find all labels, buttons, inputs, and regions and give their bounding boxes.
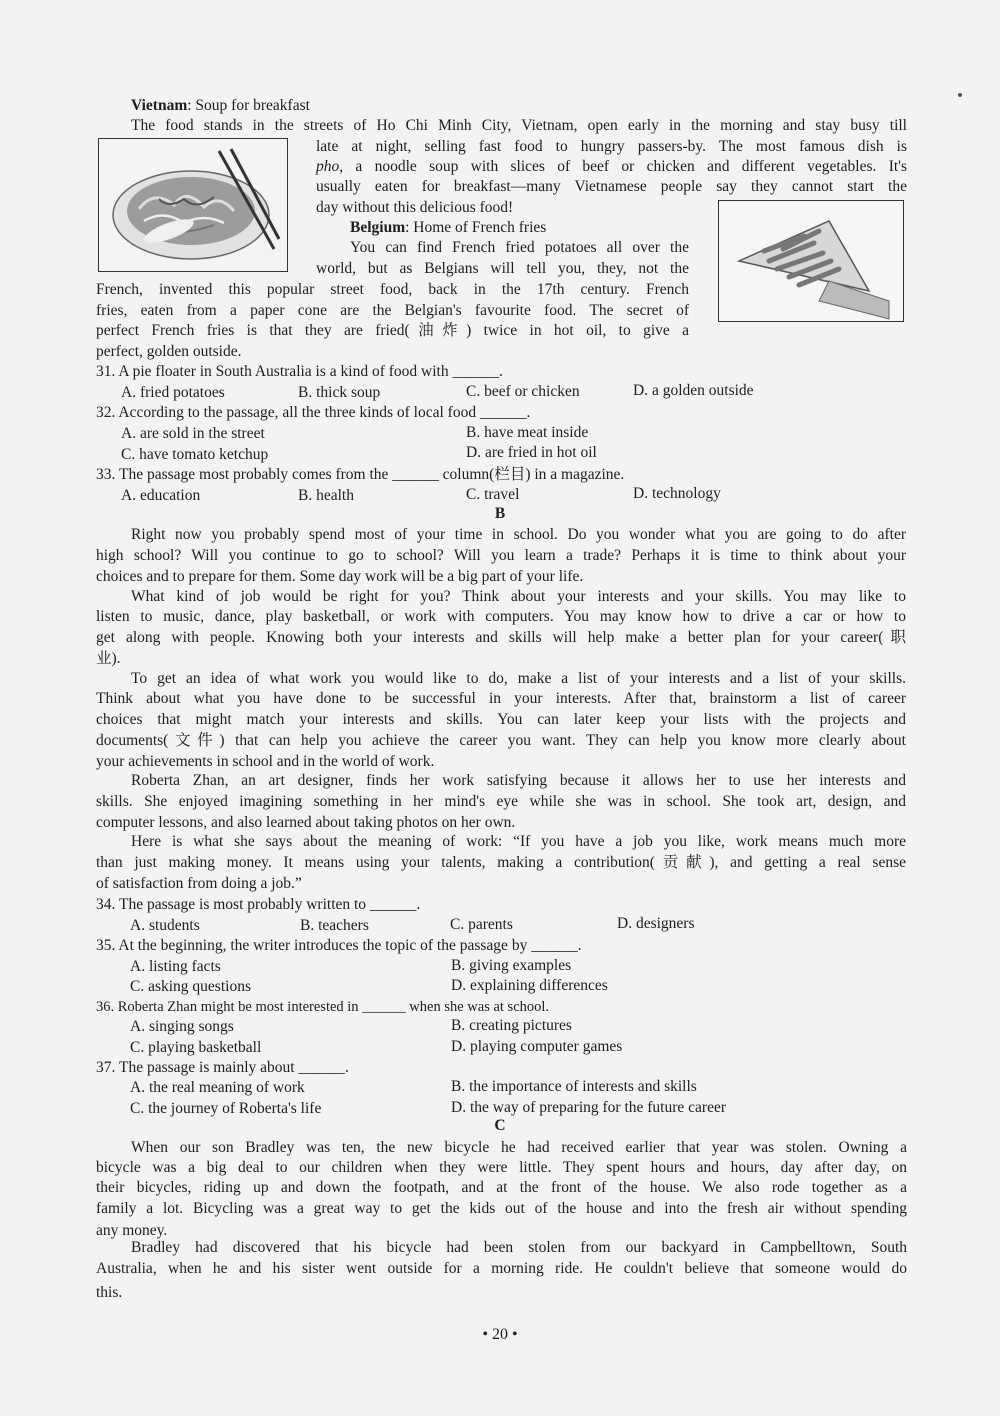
belgium-heading-rest: : Home of French fries [405,219,547,236]
vietnam-line-4: usually eaten for breakfast—many Vietnamese people say they cannot start the [316,178,907,195]
section-c-label: C [494,1117,506,1134]
q32-option-d: D. are fried in hot oil [466,444,597,461]
b-p2-line-4: 业). [96,650,121,667]
b-p3-line-5: your achievements in school and in the world of work. [96,753,435,770]
q37-option-a: A. the real meaning of work [130,1079,305,1096]
question-33-stem: 33. The passage most probably comes from the ______ column(栏目) in a magazine. [96,466,625,483]
q31-option-b: B. thick soup [298,384,381,401]
question-34-stem: 34. The passage is most probably written to ______. [96,896,421,913]
b-p4-line-2: skills. She enjoyed imagining something in her mind's eye while she was in school. She took art, design, and [96,793,906,810]
q37-option-c: C. the journey of Roberta's life [130,1100,322,1117]
b-p1-line-3: choices and to prepare for them. Some day work will be a big part of your life. [96,568,584,585]
question-31-stem: 31. A pie floater in South Australia is a kind of food with ______. [96,363,503,380]
french-fries-icon [719,201,903,321]
q34-option-b: B. teachers [300,917,369,934]
c-p2-line-3: this. [96,1284,123,1301]
q33-option-c: C. travel [466,486,520,503]
b-p2-line-2: listen to music, dance, play basketball, or work with computers. You may know how to drive a car or how to [96,608,906,625]
section-b-label: B [494,505,506,522]
c-p2-line-2: Australia, when he and his sister went outside for a morning ride. He couldn't believe that someone would do [96,1260,907,1277]
b-p4-line-1: Roberta Zhan, an art designer, finds her work satisfying because it allows her to use her interests and [131,772,906,789]
b-p5-line-2: than just making money. It means using your talents, making a contribution(贡献), and getting a real sense [96,854,906,871]
vietnam-line-3 [316,157,907,178]
b-p5-line-3: of satisfaction from doing a job.” [96,875,302,892]
belgium-line-2: world, but as Belgians will tell you, they, not the [316,260,689,277]
q31-option-c: C. beef or chicken [466,383,580,400]
noodle-soup-icon [99,139,287,271]
b-p3-line-4: documents(文件) that can help you achieve the career you want. They can help you know more clearly about [96,732,906,749]
c-p1-line-4: family a lot. Bicycling was a great way to get the kids out of the house and into the fresh air without spending [96,1200,907,1217]
q34-option-d: D. designers [617,915,695,932]
vietnam-heading-rest: : Soup for breakfast [187,97,310,114]
pho-soup-photo [98,138,288,272]
q36-option-a: A. singing songs [130,1018,234,1035]
q35-option-d: D. explaining differences [451,977,608,994]
belgium-line-3: French, invented this popular street food, back in the 17th century. French [96,281,689,298]
scan-speck [958,93,962,97]
c-p2-line-1: Bradley had discovered that his bicycle had been stolen from our backyard in Campbelltown, South [131,1239,907,1256]
q34-option-c: C. parents [450,916,513,933]
vietnam-line-1: The food stands in the streets of Ho Chi Minh City, Vietnam, open early in the morning and stay busy till [131,117,907,134]
page-number: • 20 • [482,1326,518,1343]
q36-option-c: C. playing basketball [130,1039,262,1056]
pho-word: pho [316,158,340,175]
q32-option-b: B. have meat inside [466,424,589,441]
b-p5-line-1: Here is what she says about the meaning of work: “If you have a job you like, work means much more [131,833,906,850]
q31-option-a: A. fried potatoes [121,384,225,401]
q32-option-c: C. have tomato ketchup [121,446,269,463]
b-p2-line-1: What kind of job would be right for you? Think about your interests and your skills. You may like to [131,588,906,605]
b-p1-line-1: Right now you probably spend most of your time in school. Do you wonder what you are going to do after [131,526,906,543]
belgium-line-5: perfect French fries is that they are fried(油炸) twice in hot oil, to give a [96,322,689,339]
vietnam-line-2: late at night, selling fast food to hungry passers-by. The most famous dish is [316,138,907,155]
vietnam-heading-bold: Vietnam [131,97,188,114]
french-fries-photo [718,200,904,322]
q36-option-d: D. playing computer games [451,1038,623,1055]
q33-option-b: B. health [298,487,354,504]
b-p3-line-3: choices that might match your interests and skills. You can later keep your lists with the projects and [96,711,906,728]
b-p3-line-1: To get an idea of what work you would like to do, make a list of your interests and a list of your skills. [131,670,906,687]
q32-option-a: A. are sold in the street [121,425,265,442]
q33-option-a: A. education [121,487,201,504]
b-p3-line-2: Think about what you have done to be successful in your interests. After that, brainstorm a list of career [96,690,906,707]
b-p1-line-2: high school? Will you continue to go to school? Will you learn a trade? Perhaps it is time to think about your [96,547,906,564]
c-p1-line-1: When our son Bradley was ten, the new bicycle he had received earlier that year was stolen. Owning a [131,1139,907,1156]
c-p1-line-2: bicycle was a big deal to our children when they were little. They spent hours and hours, day after day, on [96,1159,907,1176]
c-p1-line-5: any money. [96,1222,168,1239]
b-p4-line-3: computer lessons, and also learned about taking photos on her own. [96,814,516,831]
q37-option-d: D. the way of preparing for the future career [451,1099,726,1116]
q37-option-b: B. the importance of interests and skills [451,1078,697,1095]
question-32-stem: 32. According to the passage, all the three kinds of local food ______. [96,404,531,421]
belgium-heading [350,218,546,238]
c-p1-line-3: their bicycles, riding up and down the footpath, and at the front of the house. We also rode together as a [96,1179,907,1196]
vietnam-heading [131,96,310,116]
belgium-line-1: You can find French fried potatoes all over the [350,239,689,256]
q35-option-b: B. giving examples [451,957,572,974]
belgium-line-4: fries, eaten from a paper cone are the Belgian's favourite food. The secret of [96,302,689,319]
vietnam-line-3-rest: , a noodle soup with slices of beef or chicken and different vegetables. It's [339,158,907,175]
question-35-stem: 35. At the beginning, the writer introduces the topic of the passage by ______. [96,937,582,954]
question-36-stem: 36. Roberta Zhan might be most interested in ______ when she was at school. [96,999,550,1015]
belgium-heading-bold: Belgium [350,219,406,236]
q35-option-a: A. listing facts [130,958,221,975]
q36-option-b: B. creating pictures [451,1017,572,1034]
q31-option-d: D. a golden outside [633,382,754,399]
belgium-line-6: perfect, golden outside. [96,343,242,360]
q35-option-c: C. asking questions [130,978,251,995]
vietnam-line-5: day without this delicious food! [316,199,514,216]
q33-option-d: D. technology [633,485,721,502]
q34-option-a: A. students [130,917,200,934]
question-37-stem: 37. The passage is mainly about ______. [96,1059,349,1076]
b-p2-line-3: get along with people. Knowing both your interests and skills will help make a better plan for your career(职 [96,629,906,646]
